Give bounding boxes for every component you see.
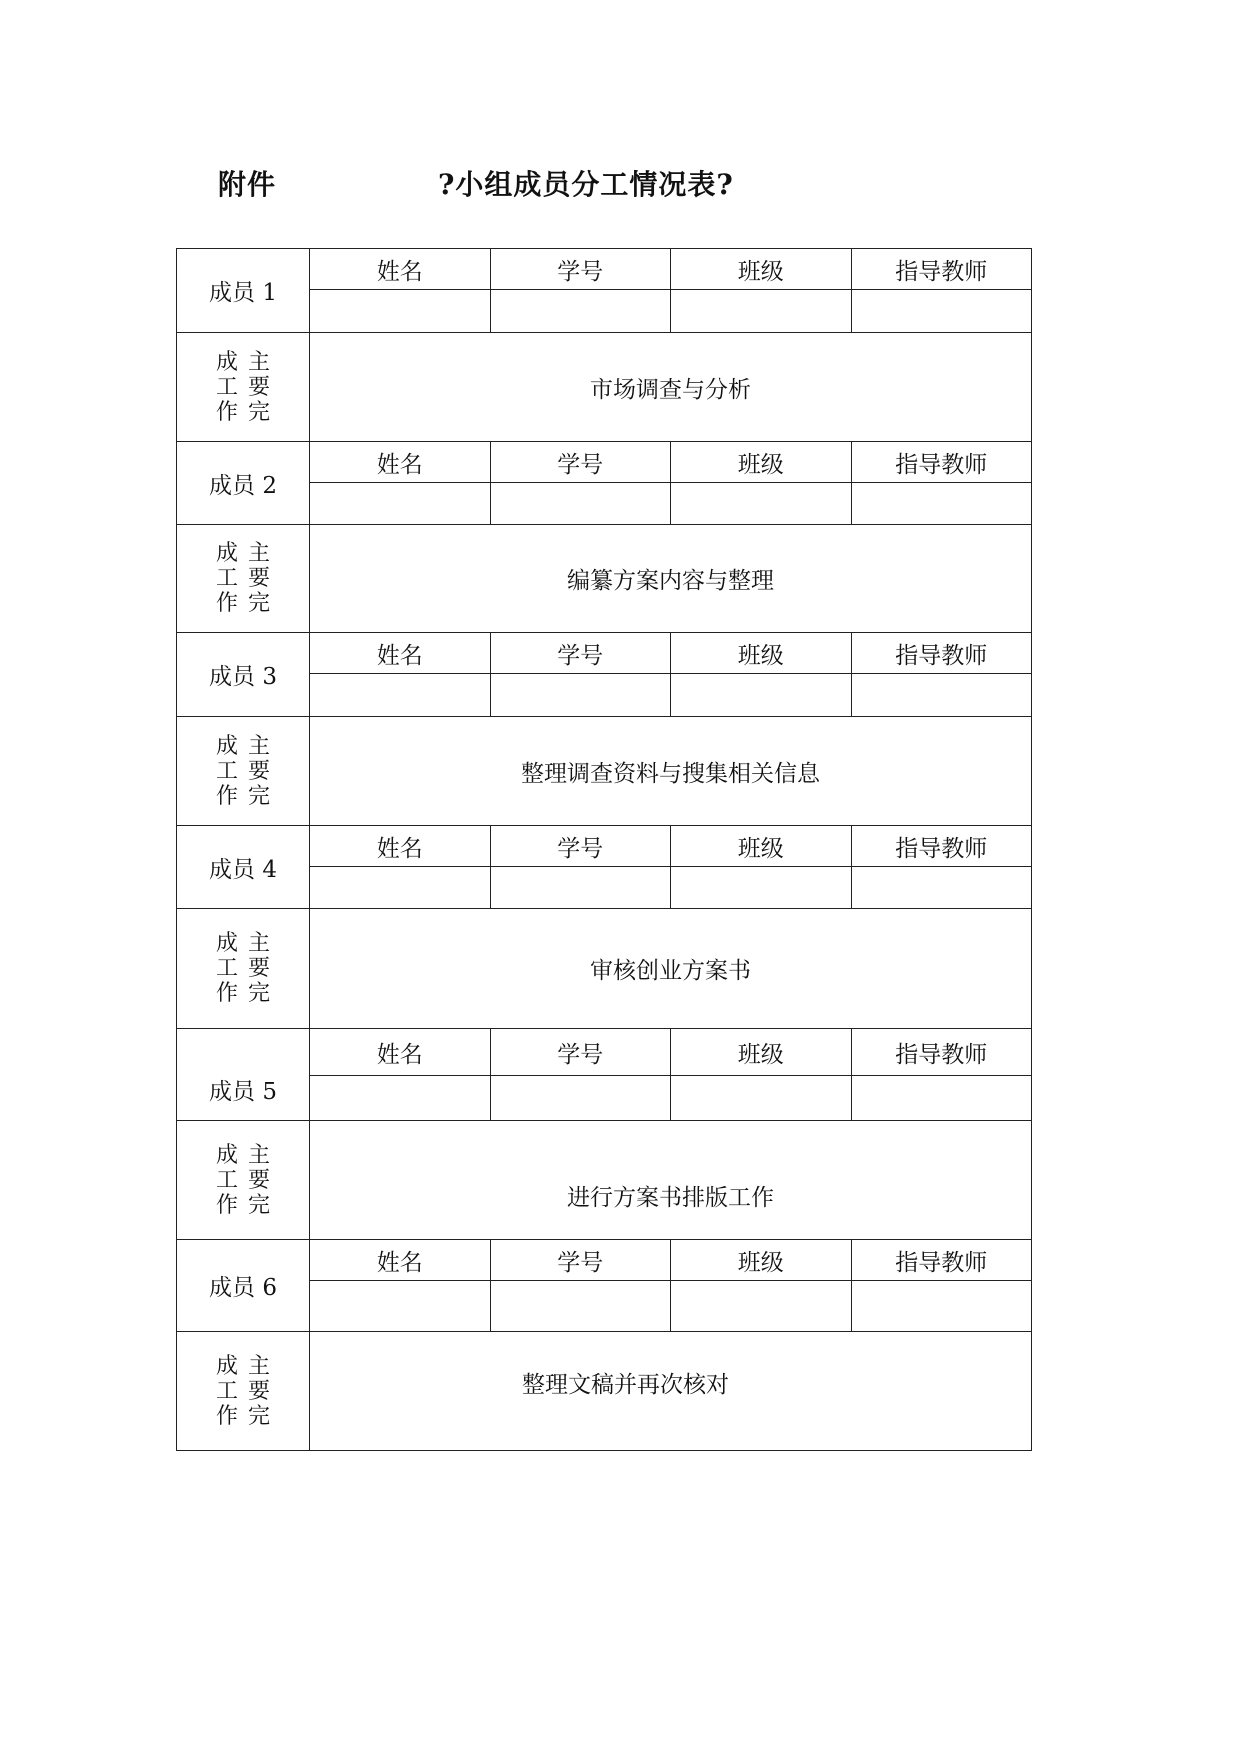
member-1-class-cell[interactable] <box>671 290 852 332</box>
role-label: 成 主 工 要 作 完 <box>177 717 310 825</box>
member-3-name-cell[interactable] <box>310 674 491 716</box>
col-header-class: 班级 <box>671 633 852 673</box>
col-header-advisor: 指导教师 <box>895 642 988 669</box>
member-4-info-row <box>177 826 1032 909</box>
member-4-class-cell[interactable] <box>671 867 852 908</box>
col-header-class: 班级 <box>671 826 852 866</box>
col-header-student-id: 学号 <box>491 442 672 482</box>
member-1-task-row <box>177 333 1032 442</box>
member-3-student-id-cell[interactable] <box>491 674 672 716</box>
col-header-advisor: 指导教师 <box>895 451 988 478</box>
member-4-label: 成员 4 <box>177 826 310 908</box>
member-3-task-row <box>177 717 1032 826</box>
col-header-advisor: 指导教师 <box>895 258 988 285</box>
member-5-info-row <box>177 1029 1032 1121</box>
col-header-student-id: 学号 <box>491 1029 672 1075</box>
role-label: 成 主 工 要 作 完 <box>177 1121 310 1239</box>
col-header-name: 姓名 <box>310 633 491 673</box>
attachment-label: 附件 <box>218 168 277 201</box>
member-1-advisor-cell[interactable] <box>852 290 1032 332</box>
member-5-name-cell[interactable] <box>310 1076 491 1120</box>
col-header-advisor: 指导教师 <box>895 1249 988 1276</box>
role-label: 成 主 工 要 作 完 <box>177 909 310 1028</box>
member-5-label: 成员 5 <box>177 1029 310 1120</box>
member-4-advisor-cell[interactable] <box>852 867 1032 908</box>
col-header-name: 姓名 <box>310 1029 491 1075</box>
member-2-advisor-cell[interactable] <box>852 483 1032 524</box>
col-header-class: 班级 <box>671 249 852 289</box>
member-5-class-cell[interactable] <box>671 1076 852 1120</box>
col-header-student-id: 学号 <box>491 633 672 673</box>
member-5-task-row <box>177 1121 1032 1240</box>
member-1-label: 成员 1 <box>177 249 310 332</box>
col-header-advisor: 指导教师 <box>895 835 988 862</box>
page-title: ?小组成员分工情况表? <box>438 168 734 201</box>
member-6-student-id-cell[interactable] <box>491 1281 672 1331</box>
col-header-student-id: 学号 <box>491 826 672 866</box>
member-1-info-row <box>177 249 1032 333</box>
member-4-task-row <box>177 909 1032 1029</box>
member-6-task-row <box>177 1332 1032 1451</box>
member-4-name-cell[interactable] <box>310 867 491 908</box>
member-4-task: 审核创业方案书 <box>310 909 1032 1028</box>
member-3-class-cell[interactable] <box>671 674 852 716</box>
col-header-student-id: 学号 <box>491 249 672 289</box>
role-label: 成 主 工 要 作 完 <box>177 525 310 632</box>
col-header-student-id: 学号 <box>491 1240 672 1280</box>
member-5-advisor-cell[interactable] <box>852 1076 1032 1120</box>
member-2-info-row <box>177 442 1032 525</box>
member-2-student-id-cell[interactable] <box>491 483 672 524</box>
col-header-name: 姓名 <box>310 442 491 482</box>
member-2-label: 成员 2 <box>177 442 310 524</box>
member-1-task: 市场调查与分析 <box>310 333 1032 441</box>
member-3-task: 整理调查资料与搜集相关信息 <box>310 717 1032 825</box>
member-6-advisor-cell[interactable] <box>852 1281 1032 1331</box>
member-2-task: 编纂方案内容与整理 <box>310 525 1032 632</box>
member-3-label: 成员 3 <box>177 633 310 716</box>
member-2-task-row <box>177 525 1032 633</box>
member-3-advisor-cell[interactable] <box>852 674 1032 716</box>
member-6-name-cell[interactable] <box>310 1281 491 1331</box>
member-division-table <box>176 248 1032 1451</box>
member-5-task: 进行方案书排版工作 <box>310 1121 1032 1239</box>
col-header-class: 班级 <box>671 442 852 482</box>
member-3-info-row <box>177 633 1032 717</box>
member-5-student-id-cell[interactable] <box>491 1076 672 1120</box>
col-header-class: 班级 <box>671 1029 852 1075</box>
role-label: 成 主 工 要 作 完 <box>177 1332 310 1450</box>
member-1-name-cell[interactable] <box>310 290 491 332</box>
member-2-name-cell[interactable] <box>310 483 491 524</box>
member-1-student-id-cell[interactable] <box>491 290 672 332</box>
col-header-name: 姓名 <box>310 826 491 866</box>
col-header-class: 班级 <box>671 1240 852 1280</box>
member-4-student-id-cell[interactable] <box>491 867 672 908</box>
member-6-info-row <box>177 1240 1032 1332</box>
role-label: 成 主 工 要 作 完 <box>177 333 310 441</box>
member-6-task: 整理文稿并再次核对 <box>310 1332 1032 1450</box>
member-2-class-cell[interactable] <box>671 483 852 524</box>
member-6-label: 成员 6 <box>177 1240 310 1331</box>
member-6-class-cell[interactable] <box>671 1281 852 1331</box>
col-header-name: 姓名 <box>310 1240 491 1280</box>
col-header-name: 姓名 <box>310 249 491 289</box>
col-header-advisor: 指导教师 <box>895 1041 988 1068</box>
